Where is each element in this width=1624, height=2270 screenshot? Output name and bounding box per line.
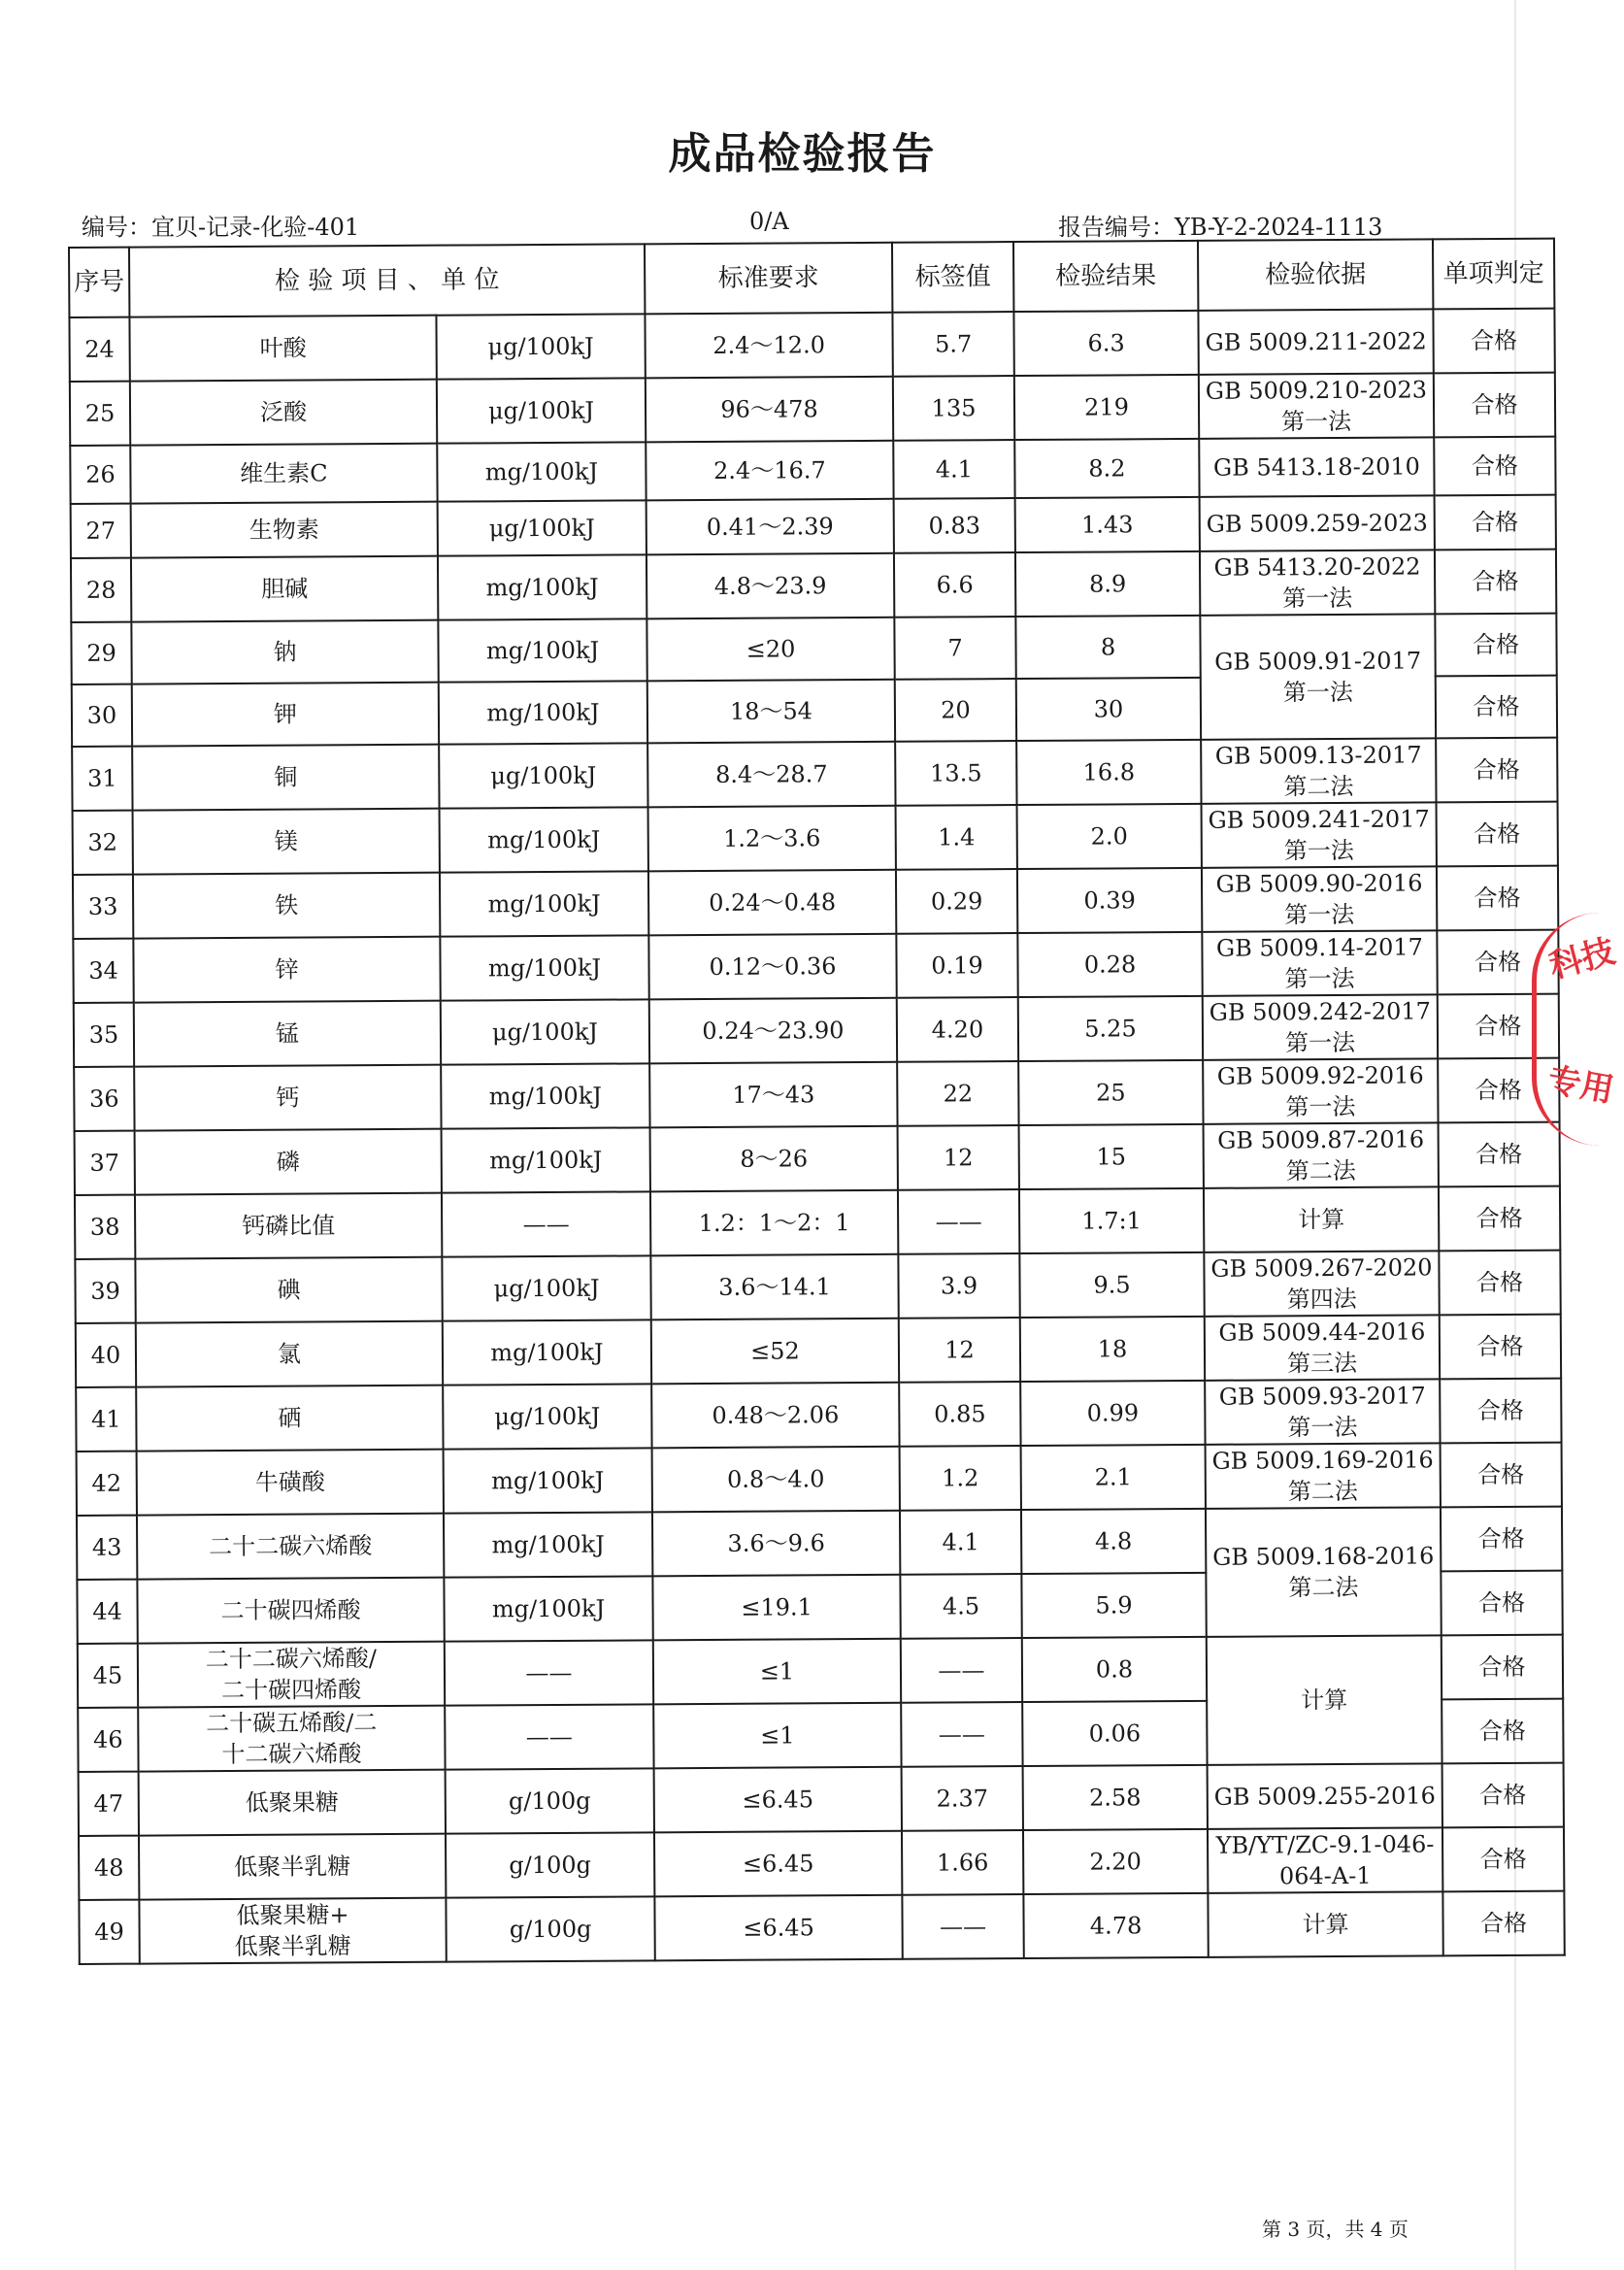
cell-item: 铁 (133, 873, 440, 939)
cell-item: 泛酸 (130, 380, 437, 446)
cell-unit: μg/100kJ (443, 1384, 651, 1449)
record-code: 编号：宜贝-记录-化验-401 (82, 214, 360, 241)
cell-no: 31 (72, 747, 132, 811)
cell-unit: μg/100kJ (439, 743, 647, 808)
cell-item: 镁 (133, 809, 440, 875)
cell-standard: 96～478 (646, 377, 893, 443)
cell-result: 2.58 (1023, 1765, 1208, 1830)
cell-label-value: 1.66 (902, 1830, 1023, 1895)
cell-no: 26 (70, 446, 130, 504)
cell-label-value: —— (901, 1638, 1022, 1703)
cell-label-value: 5.7 (892, 312, 1013, 377)
cell-label-value: 2.37 (902, 1766, 1023, 1831)
cell-no: 37 (75, 1131, 135, 1195)
cell-label-value: 20 (895, 679, 1016, 742)
cell-judgement: 合格 (1434, 373, 1555, 438)
cell-unit: mg/100kJ (444, 1576, 652, 1641)
cell-label-value: 7 (894, 617, 1015, 680)
cell-unit: mg/100kJ (440, 935, 648, 1000)
cell-result: 6.3 (1013, 311, 1198, 376)
cell-result: 5.25 (1018, 996, 1203, 1061)
cell-standard: ≤6.45 (654, 1831, 902, 1897)
cell-judgement: 合格 (1437, 802, 1558, 867)
table-row (76, 1315, 1561, 1387)
cell-result: 4.78 (1023, 1893, 1208, 1958)
cell-label-value: 4.1 (900, 1510, 1021, 1575)
cell-no: 47 (79, 1772, 139, 1836)
header-item-unit: 检 验 项 目 、 单 位 (129, 244, 645, 317)
cell-unit: μg/100kJ (441, 999, 649, 1064)
cell-standard: 2.4～16.7 (646, 441, 893, 501)
cell-item: 生物素 (131, 502, 438, 558)
cell-standard: 1.2～3.6 (648, 806, 896, 872)
cell-result: 2.20 (1023, 1829, 1208, 1894)
cell-unit: mg/100kJ (440, 871, 648, 936)
cell-judgement: 合格 (1435, 550, 1556, 615)
cell-label-value: 4.20 (897, 997, 1018, 1062)
cell-judgement: 合格 (1439, 1251, 1560, 1316)
cell-label-value: 12 (899, 1318, 1020, 1383)
cell-basis: GB 5009.242-2017 第一法 (1203, 994, 1438, 1059)
cell-standard: 4.8～23.9 (646, 553, 894, 619)
table-row (75, 1186, 1560, 1259)
table-row (75, 1122, 1560, 1195)
cell-label-value: 3.9 (898, 1253, 1019, 1319)
cell-standard: 2.4～12.0 (645, 313, 892, 379)
cell-result: 2.1 (1021, 1445, 1206, 1510)
cell-standard: 0.8～4.0 (652, 1447, 900, 1513)
cell-label-value: 0.19 (896, 933, 1017, 998)
cell-no: 46 (78, 1708, 138, 1772)
cell-item: 低聚果糖+ 低聚半乳糖 (139, 1898, 446, 1964)
header-judgement: 单项判定 (1433, 239, 1554, 310)
cell-label-value: —— (898, 1189, 1019, 1254)
cell-item: 锰 (134, 1001, 441, 1067)
cell-unit: —— (442, 1191, 650, 1256)
table-row (73, 866, 1558, 939)
cell-no: 33 (73, 875, 133, 939)
cell-judgement: 合格 (1436, 676, 1557, 739)
cell-judgement: 合格 (1435, 614, 1556, 677)
cell-item: 钙 (134, 1065, 441, 1131)
cell-result: 5.9 (1021, 1573, 1206, 1638)
cell-standard: 0.24～23.90 (649, 998, 897, 1064)
cell-item: 硒 (136, 1385, 443, 1452)
table-row (71, 550, 1556, 622)
cell-basis: GB 5009.169-2016 第二法 (1206, 1443, 1441, 1508)
cell-no: 30 (72, 684, 132, 747)
cell-result: 9.5 (1019, 1252, 1204, 1318)
table-body (69, 309, 1564, 1964)
cell-standard: ≤20 (646, 618, 894, 682)
cell-item: 胆碱 (131, 556, 438, 622)
cell-result: 4.8 (1021, 1509, 1206, 1574)
cell-unit: mg/100kJ (438, 554, 646, 619)
cell-no: 35 (74, 1003, 134, 1067)
cell-standard: ≤1 (653, 1703, 901, 1769)
cell-no: 40 (76, 1323, 136, 1387)
cell-unit: g/100g (446, 1832, 654, 1897)
cell-label-value: 6.6 (894, 552, 1015, 618)
cell-no: 49 (79, 1900, 139, 1964)
cell-judgement: 合格 (1442, 1827, 1564, 1892)
cell-result: 0.8 (1022, 1637, 1207, 1702)
cell-result: 30 (1016, 678, 1201, 741)
cell-result: 8.2 (1014, 439, 1199, 498)
table-row (79, 1827, 1564, 1900)
cell-basis: GB 5413.20-2022 第一法 (1200, 550, 1435, 615)
cell-result: 0.39 (1017, 868, 1202, 933)
cell-no: 27 (71, 504, 131, 558)
cell-item: 氯 (136, 1321, 443, 1387)
cell-item: 磷 (135, 1129, 442, 1195)
table-row (75, 1251, 1560, 1323)
cell-no: 32 (73, 811, 133, 875)
cell-standard: 0.41～2.39 (646, 499, 894, 555)
header-label-value: 标签值 (892, 242, 1013, 313)
cell-unit: mg/100kJ (441, 1063, 649, 1128)
table-row (76, 1379, 1561, 1452)
cell-item: 钾 (132, 683, 439, 747)
cell-basis: GB 5009.92-2016 第一法 (1203, 1058, 1438, 1123)
cell-label-value: 0.83 (894, 498, 1015, 553)
cell-judgement: 合格 (1438, 994, 1559, 1059)
cell-basis: YB/YT/ZC-9.1-046- 064-A-1 (1208, 1827, 1442, 1892)
cell-no: 43 (77, 1516, 137, 1580)
cell-unit: μg/100kJ (436, 314, 645, 379)
cell-item: 二十二碳六烯酸/ 二十碳四烯酸 (138, 1642, 445, 1708)
table-row (74, 1058, 1559, 1131)
cell-no: 41 (76, 1387, 136, 1452)
table-header-row (69, 239, 1554, 317)
cell-label-value: 1.2 (900, 1446, 1021, 1511)
cell-standard: 18～54 (647, 680, 895, 744)
stamp-text-top: 科技 (1544, 931, 1619, 986)
cell-basis: GB 5009.211-2022 (1198, 309, 1433, 374)
cell-judgement: 合格 (1441, 1443, 1562, 1508)
cell-no: 48 (79, 1836, 139, 1900)
header-result: 检验结果 (1013, 241, 1198, 312)
cell-item: 叶酸 (129, 316, 436, 382)
table-row (77, 1507, 1562, 1580)
cell-no: 38 (75, 1195, 135, 1259)
cell-judgement: 合格 (1439, 1122, 1560, 1187)
cell-basis: 计算 (1207, 1635, 1442, 1764)
cell-standard: 0.24～0.48 (648, 870, 896, 936)
cell-result: 1.43 (1015, 497, 1200, 552)
cell-result: 1.7:1 (1019, 1188, 1204, 1253)
table-row (73, 930, 1558, 1003)
cell-basis: GB 5009.44-2016 第三法 (1205, 1315, 1440, 1380)
cell-judgement: 合格 (1441, 1571, 1562, 1636)
table-row (79, 1763, 1564, 1836)
cell-unit: μg/100kJ (438, 500, 646, 555)
table-row (74, 994, 1559, 1067)
cell-no: 45 (78, 1644, 138, 1708)
cell-basis: GB 5413.18-2010 (1199, 437, 1434, 496)
cell-item: 二十二碳六烯酸 (137, 1514, 444, 1580)
cell-item: 铜 (132, 745, 439, 811)
cell-basis: GB 5009.13-2017 第二法 (1201, 738, 1436, 803)
table-row (72, 738, 1557, 811)
cell-label-value: 22 (897, 1061, 1018, 1126)
cell-standard: 8.4～28.7 (647, 742, 895, 808)
cell-judgement: 合格 (1433, 309, 1554, 374)
cell-unit: mg/100kJ (443, 1319, 651, 1385)
cell-unit: —— (445, 1640, 653, 1705)
cell-standard: ≤1 (653, 1639, 901, 1705)
cell-standard: ≤52 (651, 1319, 899, 1385)
cell-unit: μg/100kJ (437, 378, 646, 443)
cell-item: 碘 (135, 1257, 442, 1323)
cell-item: 牛磺酸 (137, 1450, 444, 1516)
cell-standard: 8～26 (650, 1126, 898, 1192)
cell-unit: g/100g (446, 1896, 654, 1961)
cell-judgement: 合格 (1436, 738, 1557, 803)
cell-standard: 17～43 (649, 1062, 897, 1128)
table-row (70, 373, 1555, 446)
cell-unit: mg/100kJ (439, 681, 647, 744)
table-row (69, 309, 1554, 382)
cell-judgement: 合格 (1442, 1891, 1564, 1956)
cell-label-value: 12 (898, 1125, 1019, 1190)
cell-unit: mg/100kJ (438, 618, 646, 682)
cell-basis: GB 5009.210-2023 第一法 (1199, 373, 1434, 438)
cell-basis: 计算 (1208, 1891, 1442, 1956)
cell-label-value: 4.1 (893, 440, 1014, 499)
cell-judgement: 合格 (1441, 1507, 1562, 1572)
cell-label-value: —— (902, 1894, 1023, 1959)
cell-judgement: 合格 (1435, 495, 1556, 551)
cell-no: 42 (77, 1452, 137, 1516)
cell-no: 36 (74, 1067, 134, 1131)
cell-item: 低聚果糖 (139, 1770, 446, 1836)
cell-item: 钙磷比值 (135, 1193, 442, 1259)
table-row (79, 1891, 1564, 1964)
cell-result: 8.9 (1015, 551, 1200, 617)
table-row (71, 495, 1556, 558)
cell-label-value: 0.85 (899, 1382, 1020, 1447)
cell-result: 2.0 (1017, 804, 1202, 869)
cell-standard: 3.6～9.6 (652, 1511, 900, 1577)
cell-label-value: 135 (893, 376, 1014, 441)
cell-basis: GB 5009.168-2016 第二法 (1206, 1507, 1442, 1636)
cell-no: 29 (71, 622, 131, 684)
header-standard: 标准要求 (645, 243, 892, 315)
table-row (77, 1443, 1562, 1516)
cell-no: 39 (75, 1259, 135, 1323)
cell-basis: GB 5009.241-2017 第一法 (1202, 802, 1437, 867)
cell-judgement: 合格 (1437, 930, 1558, 995)
cell-standard: 0.12～0.36 (648, 934, 896, 1000)
cell-unit: μg/100kJ (442, 1255, 650, 1320)
cell-basis: GB 5009.90-2016 第一法 (1202, 866, 1437, 931)
cell-no: 44 (77, 1580, 137, 1644)
cell-standard: 3.6～14.1 (650, 1254, 898, 1320)
cell-standard: 1.2：1～2：1 (650, 1190, 898, 1256)
cell-result: 18 (1020, 1317, 1205, 1382)
cell-item: 二十碳五烯酸/二 十二碳六烯酸 (138, 1706, 445, 1772)
cell-judgement: 合格 (1437, 866, 1558, 931)
cell-judgement: 合格 (1440, 1379, 1561, 1444)
cell-basis: GB 5009.267-2020 第四法 (1204, 1251, 1439, 1316)
page-footer: 第 3 页，共 4 页 (1262, 2218, 1409, 2241)
cell-basis: GB 5009.14-2017 第一法 (1202, 930, 1437, 995)
cell-label-value: 0.29 (896, 869, 1017, 934)
cell-no: 34 (73, 939, 133, 1003)
cell-no: 24 (69, 317, 129, 382)
stamp-text-bottom: 专用 (1544, 1060, 1617, 1111)
cell-label-value: 1.4 (896, 805, 1017, 870)
cell-judgement: 合格 (1434, 437, 1555, 496)
cell-judgement: 合格 (1442, 1699, 1563, 1764)
table-row (73, 802, 1558, 875)
cell-basis: GB 5009.93-2017 第一法 (1205, 1379, 1440, 1444)
cell-basis: 计算 (1204, 1186, 1439, 1252)
cell-result: 219 (1014, 375, 1199, 440)
cell-judgement: 合格 (1442, 1763, 1564, 1828)
cell-item: 维生素C (130, 444, 437, 504)
cell-unit: mg/100kJ (442, 1127, 650, 1192)
cell-unit: mg/100kJ (444, 1512, 652, 1577)
header-no: 序号 (69, 248, 129, 317)
cell-result: 8 (1015, 616, 1200, 679)
report-number: 报告编号：YB-Y-2-2024-1113 (1058, 214, 1383, 241)
cell-item: 锌 (133, 937, 440, 1003)
cell-result: 0.06 (1022, 1701, 1207, 1766)
cell-unit: g/100g (446, 1768, 654, 1833)
cell-basis: GB 5009.91-2017 第一法 (1200, 614, 1436, 739)
inspection-table (68, 238, 1566, 1965)
cell-unit: mg/100kJ (440, 807, 648, 872)
cell-result: 0.28 (1017, 932, 1202, 997)
table-row (71, 614, 1556, 684)
cell-label-value: —— (901, 1702, 1022, 1767)
cell-judgement: 合格 (1438, 1058, 1559, 1123)
header-basis: 检验依据 (1198, 239, 1433, 310)
cell-result: 15 (1019, 1124, 1204, 1189)
cell-judgement: 合格 (1442, 1635, 1563, 1700)
red-seal-stamp (1532, 913, 1624, 1146)
cell-result: 16.8 (1016, 740, 1201, 805)
cell-no: 25 (70, 382, 130, 446)
cell-item: 二十碳四烯酸 (137, 1578, 444, 1644)
cell-result: 0.99 (1020, 1381, 1205, 1446)
cell-basis: GB 5009.87-2016 第二法 (1204, 1122, 1439, 1187)
cell-label-value: 13.5 (895, 741, 1016, 806)
table-row (70, 437, 1555, 504)
cell-result: 25 (1018, 1060, 1203, 1125)
cell-judgement: 合格 (1440, 1315, 1561, 1380)
cell-label-value: 4.5 (900, 1574, 1021, 1639)
cell-basis: GB 5009.255-2016 (1208, 1763, 1442, 1828)
cell-unit: mg/100kJ (437, 442, 646, 501)
cell-standard: ≤6.45 (654, 1895, 902, 1961)
cell-item: 低聚半乳糖 (139, 1834, 446, 1900)
table-row (78, 1635, 1563, 1708)
page-title: 成品检验报告 (668, 129, 937, 179)
cell-standard: 0.48～2.06 (651, 1383, 899, 1449)
cell-standard: ≤6.45 (654, 1767, 902, 1833)
cell-no: 28 (71, 558, 131, 622)
cell-standard: ≤19.1 (652, 1575, 900, 1641)
cell-judgement: 合格 (1439, 1186, 1560, 1252)
revision: 0/A (749, 208, 789, 235)
cell-basis: GB 5009.259-2023 (1200, 495, 1435, 551)
cell-unit: mg/100kJ (444, 1448, 652, 1513)
cell-item: 钠 (131, 620, 438, 684)
cell-unit: —— (445, 1704, 653, 1769)
